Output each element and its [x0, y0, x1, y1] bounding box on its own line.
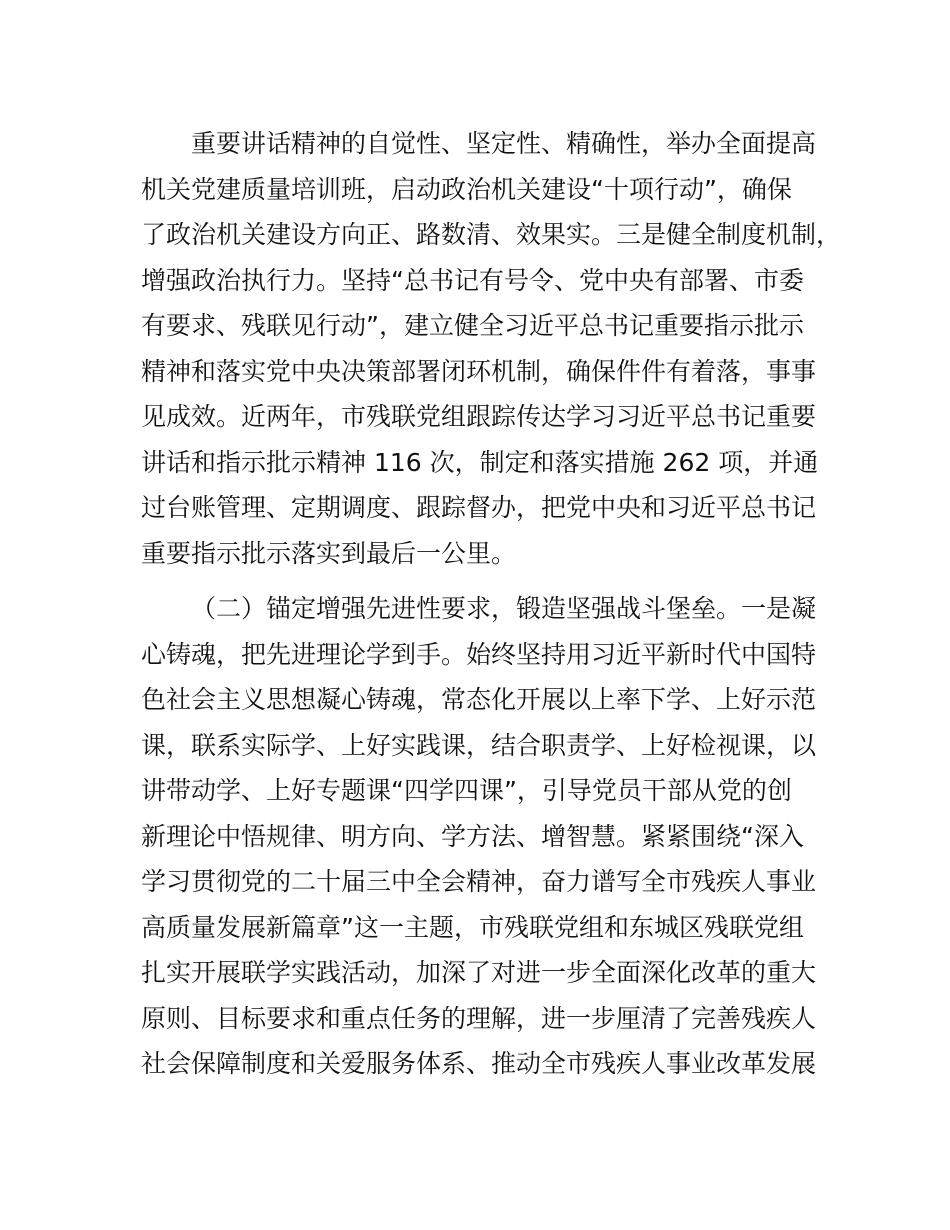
- paragraph-1-line: 增强政治执行力。坚持“总书记有号令、党中央有部署、市委: [141, 265, 804, 295]
- paragraph-2-line: （二）锚定增强先进性要求，锻造坚强战斗堡垒。一是凝: [191, 594, 817, 623]
- paragraph-1-line: 重要指示批示落实到最后一公里。: [141, 538, 517, 568]
- paragraph-1-line: 机关党建质量培训班，启动政治机关建设“十项行动”，确保: [141, 174, 792, 204]
- paragraph-1-line: 精神和落实党中央决策部署闭环机制，确保件件有着落，事事: [141, 356, 817, 386]
- paragraph-1-line: 见成效。近两年，市残联党组跟踪传达学习习近平总书记重要: [141, 402, 817, 431]
- paragraph-1-line: 重要讲话精神的自觉性、坚定性、精确性，举办全面提高: [191, 129, 817, 158]
- paragraph-2-line: 社会保障制度和关爱服务体系、推动全市残疾人事业改革发展: [141, 1049, 817, 1078]
- paragraph-2-line: 课，联系实际学、上好实践课，结合职责学、上好检视课，以: [141, 730, 817, 760]
- paragraph-2-line: 原则、目标要求和重点任务的理解，进一步厘清了完善残疾人: [141, 1003, 817, 1033]
- paragraph-gap: [141, 576, 841, 586]
- paragraph-2-line: 高质量发展新篇章”这一主题，市残联党组和东城区残联党组: [141, 912, 804, 942]
- body-text: [141, 121, 841, 1087]
- paragraph-1-line: 过台账管理、定期调度、跟踪督办，把党中央和习近平总书记: [141, 493, 817, 522]
- paragraph-2-line: 心铸魂，把先进理论学到手。始终坚持用习近平新时代中国特: [141, 639, 817, 669]
- paragraph-1-line: 讲话和指示批示精神 116 次，制定和落实措施 262 项，并通: [141, 447, 819, 477]
- paragraph-2-line: 学习贯彻党的二十届三中全会精神，奋力谱写全市残疾人事业: [141, 867, 817, 896]
- paragraph-1-line: 有要求、残联见行动”，建立健全习近平总书记重要指示批示: [141, 311, 804, 340]
- paragraph-2-line: 色社会主义思想凝心铸魂，常态化开展以上率下学、上好示范: [141, 685, 817, 714]
- paragraph-2-line: 扎实开展联学实践活动，加深了对进一步全面深化改革的重大: [141, 958, 817, 987]
- paragraph-1-line: 了政治机关建设方向正、路数清、效果实。三是健全制度机制，: [141, 220, 842, 249]
- paragraph-2-line: 讲带动学、上好专题课“四学四课”，引导党员干部从党的创: [141, 776, 792, 805]
- paragraph-2-line: 新理论中悟规律、明方向、学方法、增智慧。紧紧围绕“深入: [141, 821, 804, 851]
